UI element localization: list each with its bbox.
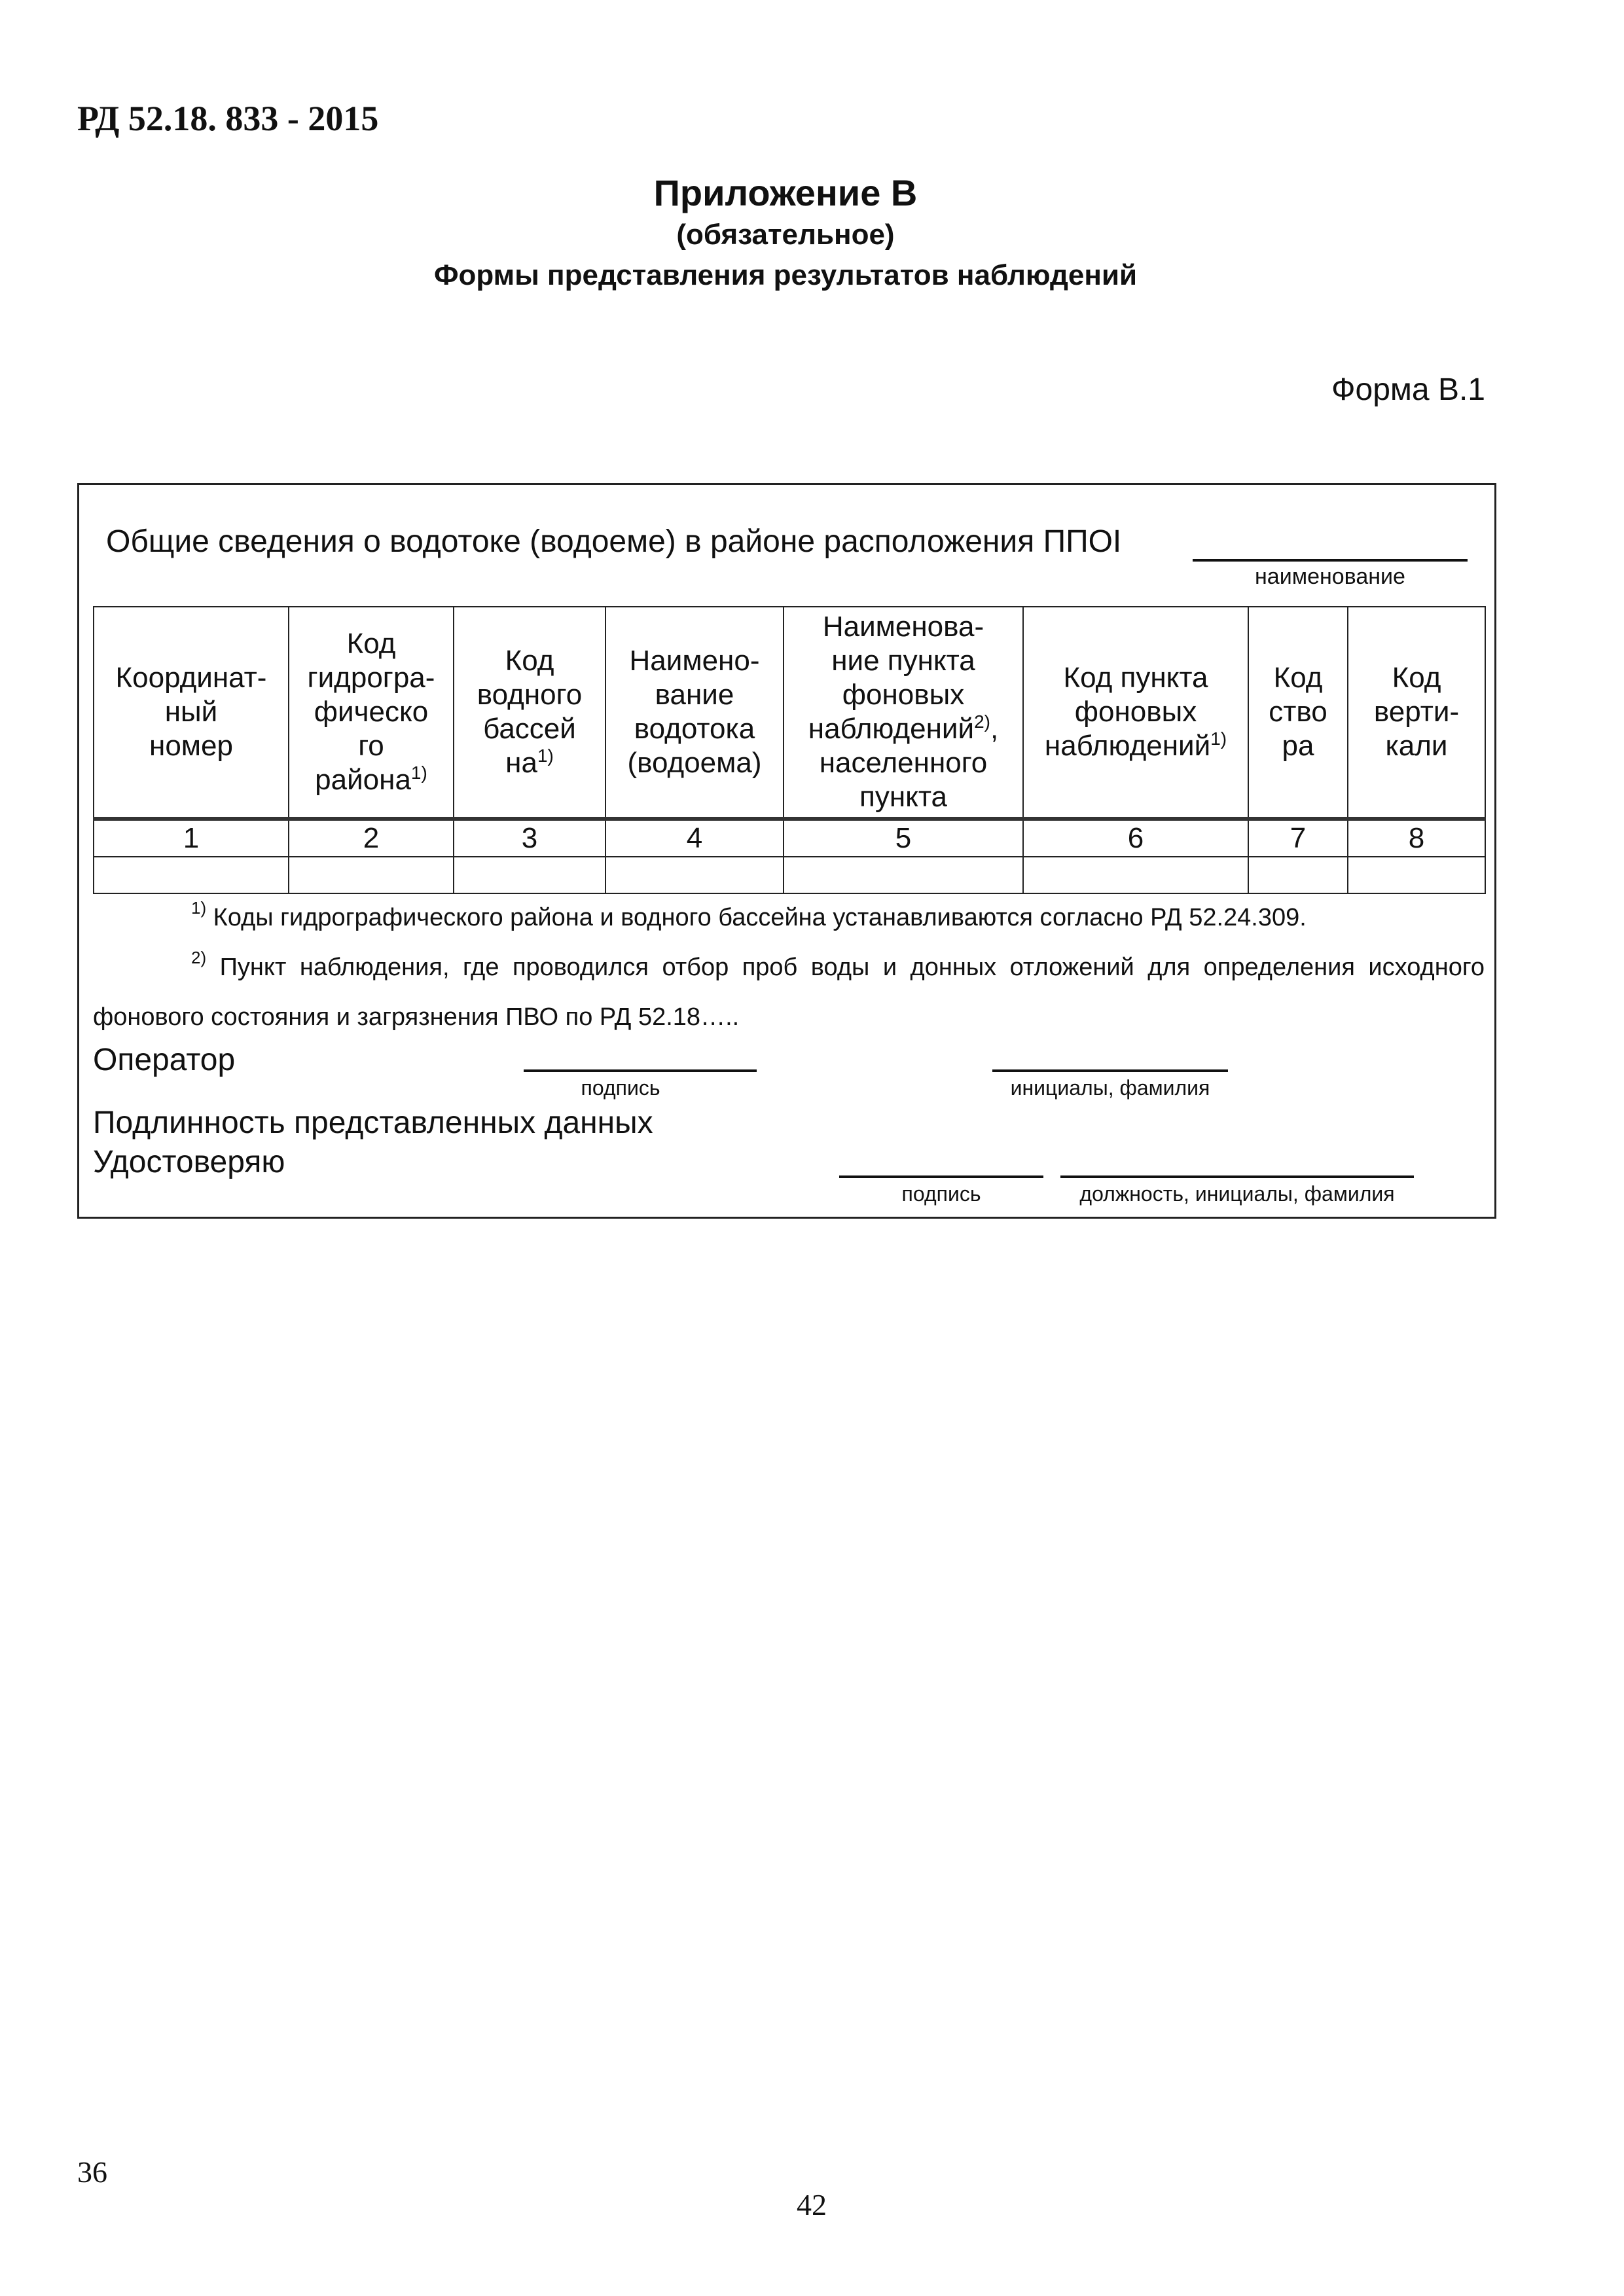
column-header-label-tail: , населенного пункта [819, 713, 999, 813]
column-number: 3 [454, 819, 605, 857]
table-cell[interactable] [1348, 857, 1485, 893]
name-blank-line[interactable] [1193, 559, 1468, 562]
column-header-label: Наимено- вание водотока (водоема) [627, 645, 762, 779]
operator-name-caption: инициалы, фамилия [1010, 1076, 1210, 1100]
column-number: 6 [1023, 819, 1248, 857]
footnote-1 [93, 893, 1485, 942]
footnote-2 [93, 942, 1485, 1042]
column-header [1248, 607, 1348, 819]
column-number-row [94, 819, 1485, 857]
certify-signature-line[interactable] [839, 1175, 1043, 1178]
footnote-mark: 1) [191, 898, 207, 918]
operator-signature-caption: подпись [581, 1076, 660, 1100]
operator-label: Оператор [93, 1043, 236, 1077]
table-cell[interactable] [454, 857, 605, 893]
column-header-label: Код пункта фоновых наблюдений [1044, 662, 1211, 762]
page-number-center: 42 [797, 2188, 827, 2221]
table-cell[interactable] [605, 857, 784, 893]
table-cell[interactable] [1248, 857, 1348, 893]
footnote-text: Пункт наблюдения, где проводился отбор проб воды и донных отложений для определения исходного фонового состояния и загрязнения ПВО по РД 52.18….. [93, 954, 1485, 1031]
column-header-label: Координат- ный номер [115, 662, 267, 762]
column-header [94, 607, 289, 819]
name-caption: наименование [1255, 564, 1405, 589]
column-header-footnote-mark: 1) [410, 762, 427, 783]
column-number: 8 [1348, 819, 1485, 857]
certify-label: Удостоверяю [93, 1145, 285, 1179]
table-cell[interactable] [1023, 857, 1248, 893]
column-number: 4 [605, 819, 784, 857]
column-header [1023, 607, 1248, 819]
operator-name-line[interactable] [992, 1069, 1228, 1072]
general-info-label: Общие сведения о водотоке (водоеме) в районе расположения ППОI [106, 524, 1122, 559]
table-cell[interactable] [289, 857, 454, 893]
certify-name-caption: должность, инициалы, фамилия [1079, 1182, 1395, 1206]
column-header [289, 607, 454, 819]
appendix-subject: Формы представления результатов наблюдений [433, 259, 1138, 291]
column-header-footnote-mark: 1) [1210, 728, 1227, 749]
form-label: Форма В.1 [1331, 372, 1485, 407]
column-header-footnote-mark: 1) [537, 745, 554, 766]
operator-signature-line[interactable] [524, 1069, 757, 1072]
document-code: РД 52.18. 833 - 2015 [77, 99, 379, 138]
column-number: 1 [94, 819, 289, 857]
column-header-label: Наименова- ние пункта фоновых наблюдений [808, 611, 984, 745]
table-cell[interactable] [94, 857, 289, 893]
column-header [605, 607, 784, 819]
footnote-mark: 2) [191, 948, 207, 967]
column-number: 7 [1248, 819, 1348, 857]
column-header [1348, 607, 1485, 819]
appendix-title: Приложение В [653, 172, 918, 213]
footnote-text: Коды гидрографического района и водного бассейна устанавливаются согласно РД 52.24.309. [206, 904, 1307, 931]
authenticity-label: Подлинность представленных данных [93, 1105, 653, 1140]
column-header-label: Код ство ра [1269, 662, 1327, 762]
column-number: 5 [784, 819, 1023, 857]
observation-table [93, 606, 1486, 894]
column-header-label: Код водного бассей на [477, 645, 583, 779]
certify-signature-caption: подпись [901, 1182, 981, 1206]
table-cell[interactable] [784, 857, 1023, 893]
certify-name-line[interactable] [1060, 1175, 1414, 1178]
table-header-row [94, 607, 1485, 819]
page-number-left: 36 [77, 2155, 107, 2189]
table-row [94, 857, 1485, 893]
column-header [784, 607, 1023, 819]
column-header-label: Код верти- кали [1373, 662, 1460, 762]
appendix-status: (обязательное) [676, 219, 895, 251]
column-header [454, 607, 605, 819]
column-header-footnote-mark: 2) [974, 711, 990, 732]
column-header-label: Код гидрогра- фическо го района [307, 628, 435, 796]
column-number: 2 [289, 819, 454, 857]
